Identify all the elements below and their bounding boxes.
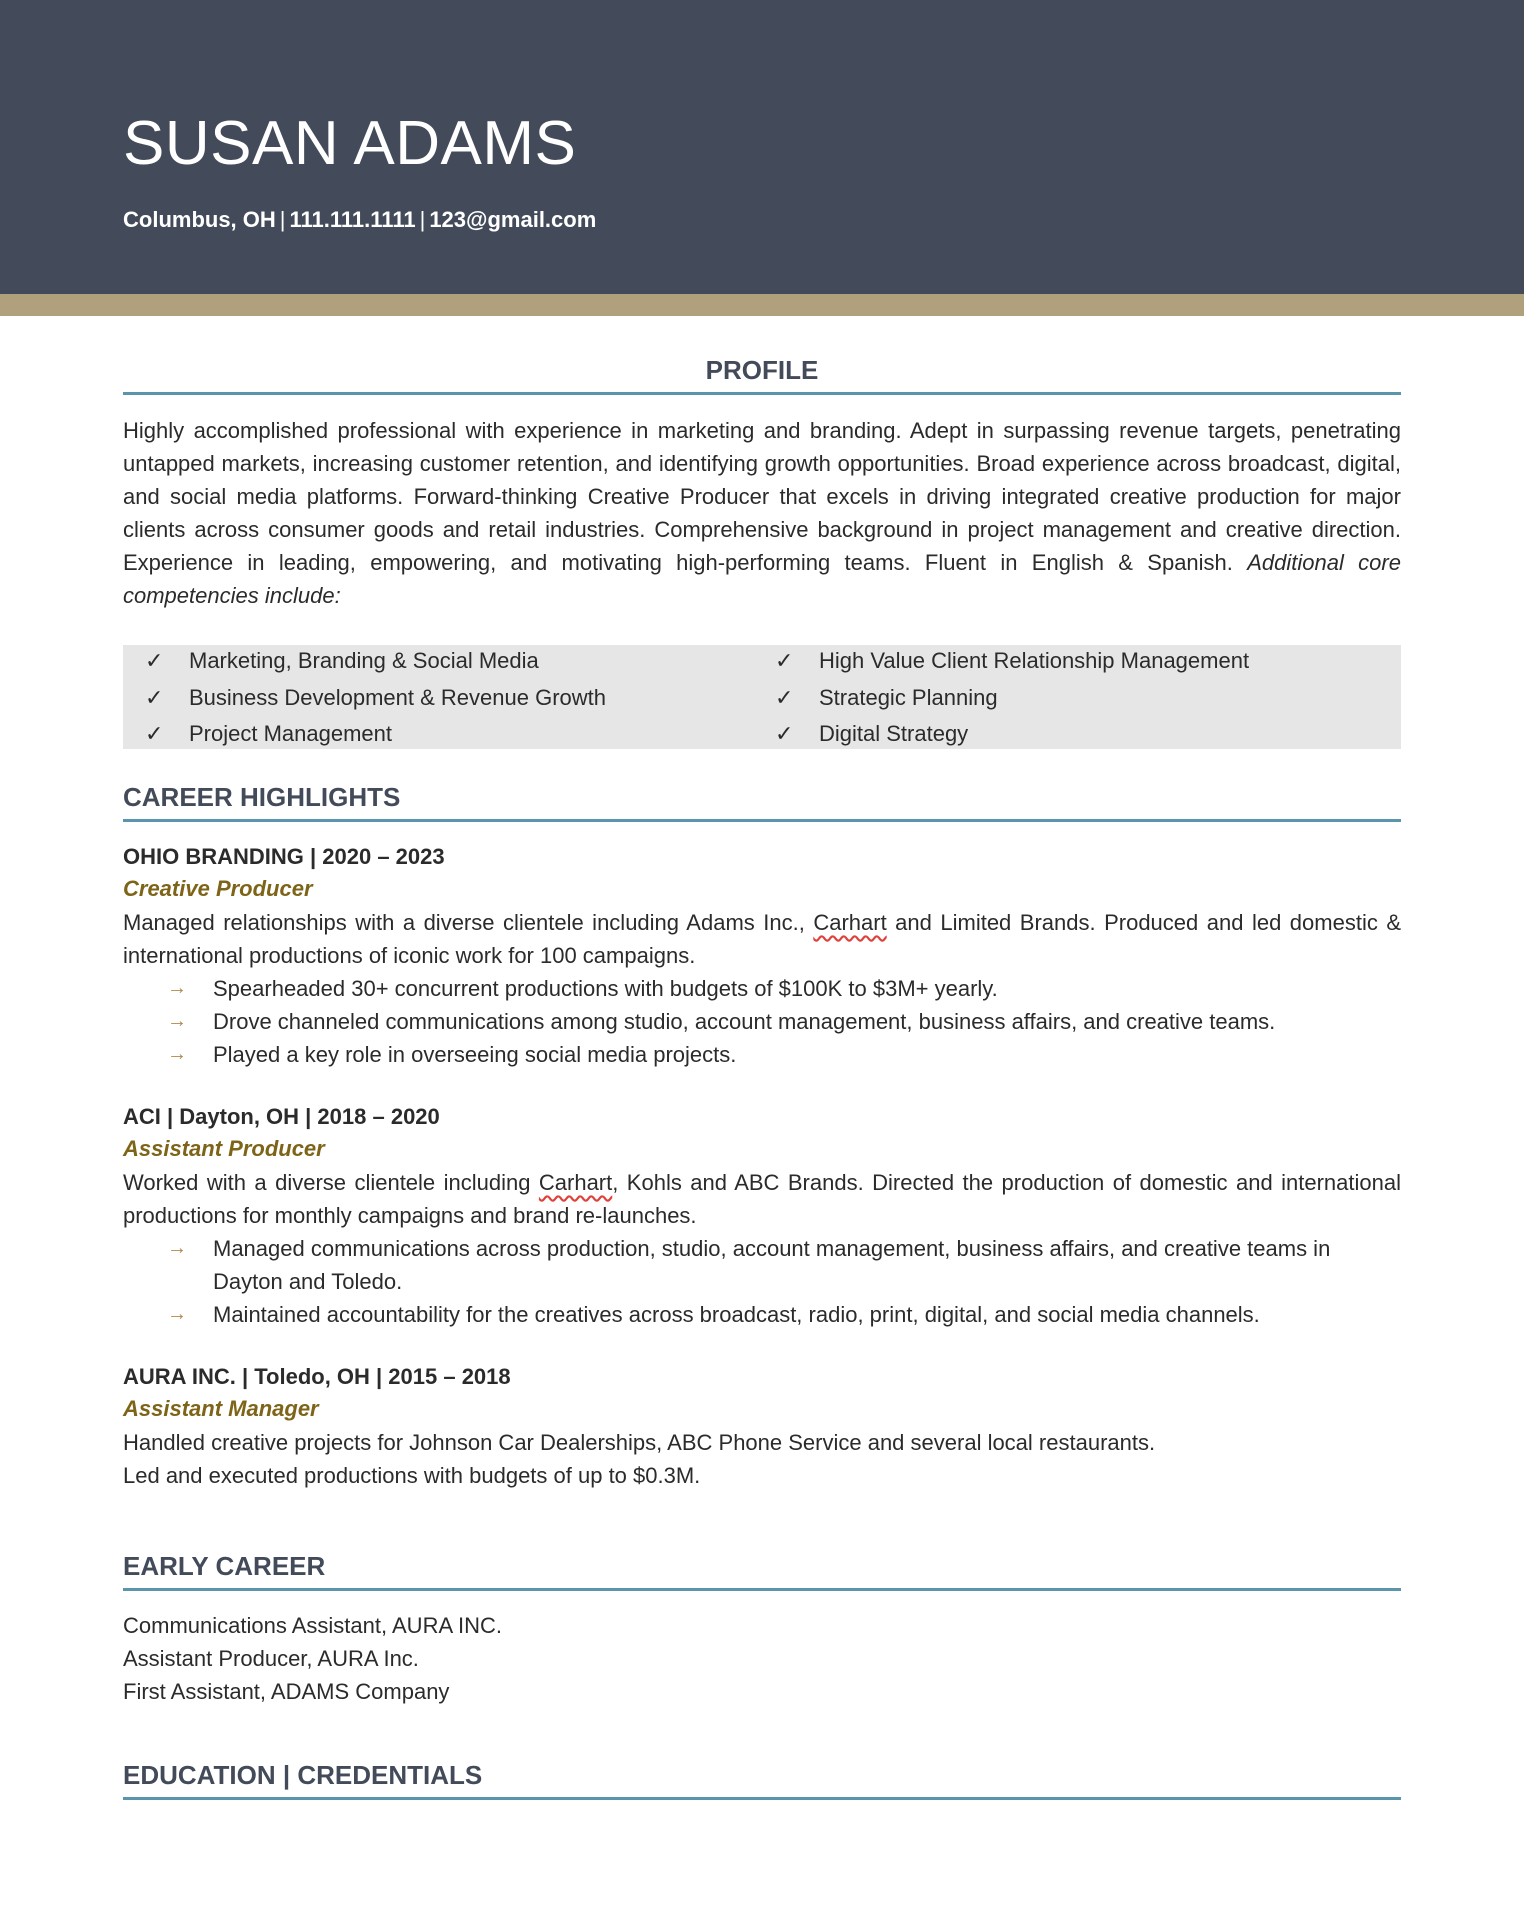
arrow-right-icon: → bbox=[167, 1010, 187, 1032]
list-item bbox=[123, 1005, 1401, 1038]
profile-text-italic: Additional core competencies include: bbox=[123, 550, 1401, 608]
section-title-education: EDUCATION | CREDENTIALS bbox=[123, 1760, 1401, 1800]
job-description bbox=[123, 1166, 1401, 1232]
competency-label: Business Development & Revenue Growth bbox=[189, 685, 606, 710]
profile-text bbox=[123, 414, 1401, 612]
contact-email: 123@gmail.com bbox=[429, 207, 597, 232]
job-description-text: , Kohls and ABC Brands. Directed the production of domestic and international productions for monthly campaigns and brand re-launches. bbox=[123, 1170, 1401, 1228]
job-description bbox=[123, 906, 1401, 972]
job-description-line: Handled creative projects for Johnson Car Dealerships, ABC Phone Service and several local restaurants. bbox=[123, 1430, 1156, 1455]
competency-label: High Value Client Relationship Management bbox=[819, 648, 1250, 673]
list-item bbox=[123, 1298, 1401, 1331]
competency-label: Project Management bbox=[189, 721, 392, 746]
job-heading: AURA INC. | Toledo, OH | 2015 – 2018 bbox=[123, 1364, 511, 1389]
section-title-early-career: EARLY CAREER bbox=[123, 1551, 1401, 1591]
contact-separator: | bbox=[419, 207, 426, 232]
candidate-name: SUSAN ADAMS bbox=[123, 109, 577, 178]
job-bullets bbox=[123, 972, 1401, 1071]
job-role: Creative Producer bbox=[123, 876, 313, 901]
bullet-text: Drove channeled communications among studio, account management, business affairs, and creative teams. bbox=[213, 1009, 1276, 1034]
job-description-text: Managed relationships with a diverse clientele including Adams Inc., bbox=[123, 910, 814, 935]
job-heading: ACI | Dayton, OH | 2018 – 2020 bbox=[123, 1104, 440, 1129]
core-competencies bbox=[123, 645, 1401, 749]
education-section bbox=[123, 1760, 1401, 1800]
resume-header bbox=[0, 0, 1524, 294]
contact-location: Columbus, OH bbox=[123, 207, 276, 232]
job-entry bbox=[123, 1362, 1401, 1492]
section-title-career: CAREER HIGHLIGHTS bbox=[123, 782, 1401, 822]
profile-text-body: Highly accomplished professional with experience in marketing and branding. Adept in surpassing revenue targets, penetrating untapped markets, increasing customer retention, and identifying growth opportunities. Broad experience across broadcast, digital, and social media platforms. Forward-thinking Creative Producer that excels in driving integrated creative production for major clients across consumer goods and retail industries. Comprehensive background in project management and creative direction. Experience in leading, empowering, and motivating high-performing teams. Fluent in English & Spanish. bbox=[123, 418, 1401, 575]
check-icon: ✓ bbox=[145, 685, 164, 710]
bullet-text: Managed communications across production, studio, account management, business affairs, and creative teams in Dayton and Toledo. bbox=[213, 1236, 1331, 1294]
arrow-right-icon: → bbox=[167, 1237, 187, 1259]
career-section bbox=[123, 782, 1401, 822]
profile-section bbox=[123, 355, 1401, 395]
header-accent-stripe bbox=[0, 294, 1524, 316]
check-icon: ✓ bbox=[775, 648, 794, 673]
list-item: First Assistant, ADAMS Company bbox=[123, 1679, 450, 1704]
list-item: Communications Assistant, AURA INC. bbox=[123, 1613, 503, 1638]
job-role: Assistant Manager bbox=[123, 1396, 319, 1421]
early-career-list bbox=[123, 1609, 1401, 1708]
arrow-right-icon: → bbox=[167, 977, 187, 999]
job-entry bbox=[123, 1102, 1401, 1331]
spellcheck-flagged-word: Carhart bbox=[538, 1170, 613, 1195]
check-icon: ✓ bbox=[775, 721, 794, 746]
competency-label: Digital Strategy bbox=[819, 721, 969, 746]
competency-label: Strategic Planning bbox=[819, 685, 998, 710]
list-item bbox=[123, 1038, 1401, 1071]
contact-line bbox=[123, 207, 596, 233]
job-description-text: Worked with a diverse clientele including bbox=[123, 1170, 539, 1195]
bullet-text: Maintained accountability for the creatives across broadcast, radio, print, digital, and social media channels. bbox=[213, 1302, 1260, 1327]
competency-label: Marketing, Branding & Social Media bbox=[189, 648, 539, 673]
profile-summary bbox=[123, 414, 1401, 612]
check-icon: ✓ bbox=[775, 685, 794, 710]
list-item bbox=[123, 1232, 1401, 1298]
list-item: Assistant Producer, AURA Inc. bbox=[123, 1646, 419, 1671]
bullet-text: Spearheaded 30+ concurrent productions with budgets of $100K to $3M+ yearly. bbox=[213, 976, 998, 1001]
section-title-profile: PROFILE bbox=[123, 355, 1401, 395]
job-role: Assistant Producer bbox=[123, 1136, 325, 1161]
contact-separator: | bbox=[279, 207, 286, 232]
job-bullets bbox=[123, 1232, 1401, 1331]
check-icon: ✓ bbox=[145, 648, 164, 673]
job-heading: OHIO BRANDING | 2020 – 2023 bbox=[123, 844, 445, 869]
check-icon: ✓ bbox=[145, 721, 164, 746]
job-description-line: Led and executed productions with budgets of up to $0.3M. bbox=[123, 1463, 701, 1488]
job-description-text: and Limited Brands. Produced and led domestic & international productions of iconic work for 100 campaigns. bbox=[123, 910, 1401, 968]
contact-phone: 111.111.1111 bbox=[289, 207, 416, 232]
list-item bbox=[123, 972, 1401, 1005]
spellcheck-flagged-word: Carhart bbox=[813, 910, 887, 935]
job-entry bbox=[123, 842, 1401, 1071]
arrow-right-icon: → bbox=[167, 1303, 187, 1325]
arrow-right-icon: → bbox=[167, 1043, 187, 1065]
early-career-section bbox=[123, 1551, 1401, 1591]
bullet-text: Played a key role in overseeing social media projects. bbox=[213, 1042, 737, 1067]
